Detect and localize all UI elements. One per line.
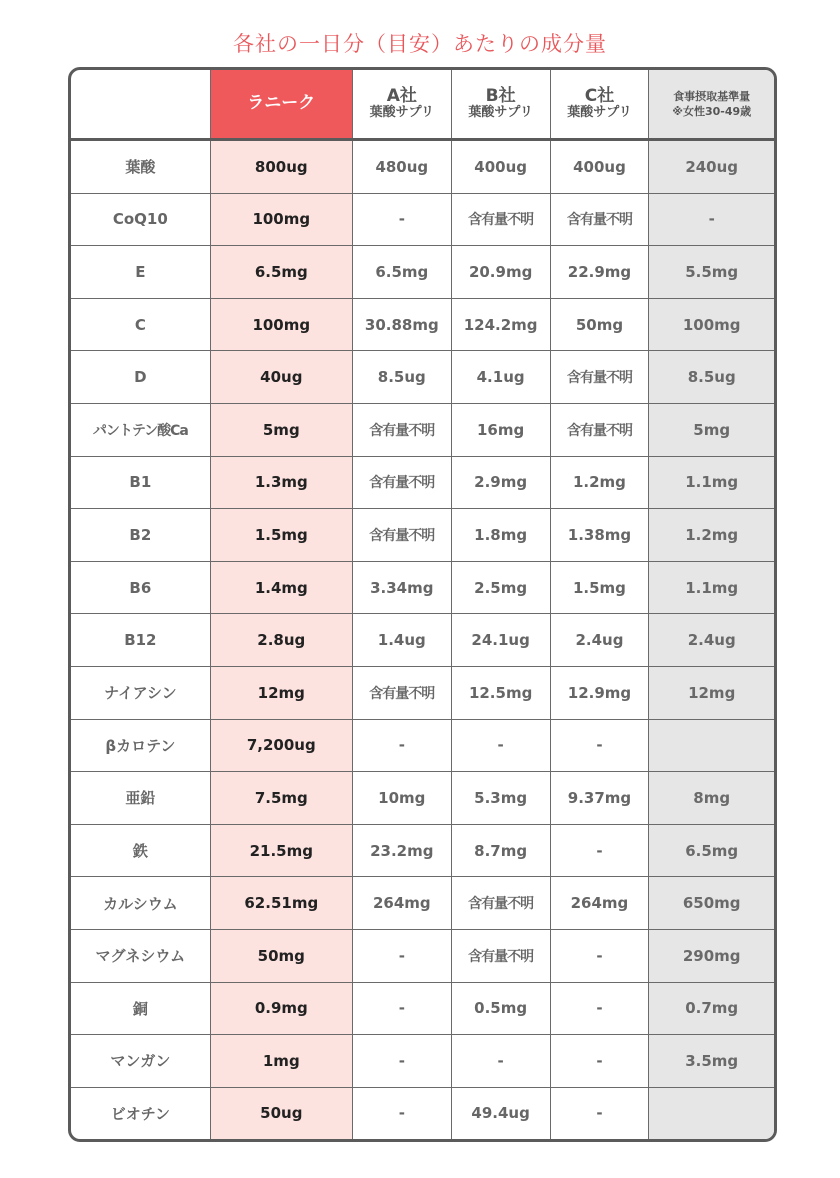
standard-value-cell: 1.1mg	[649, 561, 774, 614]
header-company-c	[550, 70, 649, 140]
standard-value-cell: 290mg	[649, 929, 774, 982]
table-body	[71, 140, 774, 1140]
company-b-value-cell: -	[451, 1035, 550, 1088]
company-c-value-cell: 含有量不明	[550, 193, 649, 246]
table-row	[71, 403, 774, 456]
company-c-value-cell: 22.9mg	[550, 246, 649, 299]
header-standard	[649, 70, 774, 140]
company-b-value-cell: 8.7mg	[451, 824, 550, 877]
nutrient-name-cell: 銅	[71, 982, 210, 1035]
company-c-value-cell: 1.5mg	[550, 561, 649, 614]
company-c-value-cell: 9.37mg	[550, 772, 649, 825]
company-a-value-cell: 含有量不明	[352, 456, 451, 509]
company-c-value-cell: -	[550, 1035, 649, 1088]
company-b-value-cell: 含有量不明	[451, 193, 550, 246]
brand-value-cell: 12mg	[210, 666, 352, 719]
table-row	[71, 772, 774, 825]
page-title: 各社の一日分（目安）あたりの成分量	[233, 32, 607, 56]
company-a-value-cell: 30.88mg	[352, 298, 451, 351]
company-a-value-cell: 264mg	[352, 877, 451, 930]
standard-value-cell: 8mg	[649, 772, 774, 825]
company-b-value-cell: 124.2mg	[451, 298, 550, 351]
table-row	[71, 929, 774, 982]
brand-value-cell: 7.5mg	[210, 772, 352, 825]
company-c-value-cell: -	[550, 929, 649, 982]
company-a-value-cell: 3.34mg	[352, 561, 451, 614]
header-row	[71, 70, 774, 140]
brand-value-cell: 40ug	[210, 351, 352, 404]
company-b-value-cell: 含有量不明	[451, 929, 550, 982]
standard-value-cell: 0.7mg	[649, 982, 774, 1035]
standard-value-cell: 1.2mg	[649, 509, 774, 562]
nutrient-name-cell: B6	[71, 561, 210, 614]
standard-value-cell: 5.5mg	[649, 246, 774, 299]
header-company-c-name: C社	[584, 85, 615, 106]
table-row	[71, 509, 774, 562]
nutrient-name-cell: D	[71, 351, 210, 404]
standard-value-cell: 6.5mg	[649, 824, 774, 877]
company-b-value-cell: 12.5mg	[451, 666, 550, 719]
company-c-value-cell: 1.38mg	[550, 509, 649, 562]
nutrient-name-cell: 葉酸	[71, 140, 210, 194]
standard-value-cell: 100mg	[649, 298, 774, 351]
company-a-value-cell: -	[352, 982, 451, 1035]
nutrient-name-cell: ビオチン	[71, 1087, 210, 1139]
company-a-value-cell: 23.2mg	[352, 824, 451, 877]
company-b-value-cell: -	[451, 719, 550, 772]
table-row	[71, 824, 774, 877]
company-c-value-cell: -	[550, 824, 649, 877]
table-row	[71, 140, 774, 194]
nutrient-name-cell: カルシウム	[71, 877, 210, 930]
brand-value-cell: 50ug	[210, 1087, 352, 1139]
company-a-value-cell: -	[352, 1035, 451, 1088]
company-b-value-cell: 400ug	[451, 140, 550, 194]
company-c-value-cell: -	[550, 719, 649, 772]
company-a-value-cell: 8.5ug	[352, 351, 451, 404]
company-b-value-cell: 0.5mg	[451, 982, 550, 1035]
table-row	[71, 193, 774, 246]
table-row	[71, 877, 774, 930]
company-c-value-cell: 含有量不明	[550, 403, 649, 456]
standard-value-cell: 3.5mg	[649, 1035, 774, 1088]
company-a-value-cell: -	[352, 193, 451, 246]
company-c-value-cell: 400ug	[550, 140, 649, 194]
brand-value-cell: 1mg	[210, 1035, 352, 1088]
standard-value-cell: 240ug	[649, 140, 774, 194]
table-row	[71, 351, 774, 404]
comparison-table	[68, 67, 777, 1142]
standard-value-cell	[649, 719, 774, 772]
header-standard-name: 食事摂取基準量	[673, 89, 751, 103]
standard-value-cell: 2.4ug	[649, 614, 774, 667]
table-row	[71, 1087, 774, 1139]
company-b-value-cell: 4.1ug	[451, 351, 550, 404]
company-a-value-cell: 480ug	[352, 140, 451, 194]
table-row	[71, 719, 774, 772]
nutrient-name-cell: βカロテン	[71, 719, 210, 772]
standard-value-cell: 1.1mg	[649, 456, 774, 509]
standard-value-cell: 12mg	[649, 666, 774, 719]
brand-value-cell: 7,200ug	[210, 719, 352, 772]
company-a-value-cell: -	[352, 719, 451, 772]
standard-value-cell: 8.5ug	[649, 351, 774, 404]
table-row	[71, 982, 774, 1035]
company-a-value-cell: 6.5mg	[352, 246, 451, 299]
header-company-a	[352, 70, 451, 140]
company-b-value-cell: 1.8mg	[451, 509, 550, 562]
company-b-value-cell: 24.1ug	[451, 614, 550, 667]
header-company-b	[451, 70, 550, 140]
table-row	[71, 456, 774, 509]
table-row	[71, 246, 774, 299]
table-row	[71, 666, 774, 719]
company-c-value-cell: 50mg	[550, 298, 649, 351]
table-row	[71, 561, 774, 614]
company-c-value-cell: 1.2mg	[550, 456, 649, 509]
brand-value-cell: 800ug	[210, 140, 352, 194]
header-company-c-sub: 葉酸サプリ	[567, 105, 632, 121]
nutrient-name-cell: マグネシウム	[71, 929, 210, 982]
company-a-value-cell: 含有量不明	[352, 666, 451, 719]
brand-value-cell: 0.9mg	[210, 982, 352, 1035]
brand-value-cell: 21.5mg	[210, 824, 352, 877]
company-c-value-cell: 2.4ug	[550, 614, 649, 667]
nutrient-name-cell: C	[71, 298, 210, 351]
company-b-value-cell: 49.4ug	[451, 1087, 550, 1139]
nutrient-name-cell: ナイアシン	[71, 666, 210, 719]
company-a-value-cell: 1.4ug	[352, 614, 451, 667]
header-company-b-sub: 葉酸サプリ	[468, 105, 533, 121]
nutrient-name-cell: E	[71, 246, 210, 299]
brand-value-cell: 62.51mg	[210, 877, 352, 930]
header-brand: ラニーク	[210, 70, 352, 140]
brand-value-cell: 100mg	[210, 193, 352, 246]
standard-value-cell	[649, 1087, 774, 1139]
brand-value-cell: 5mg	[210, 403, 352, 456]
brand-value-cell: 1.3mg	[210, 456, 352, 509]
brand-value-cell: 50mg	[210, 929, 352, 982]
nutrient-name-cell: パントテン酸Ca	[71, 403, 210, 456]
header-company-b-name: B社	[485, 85, 516, 106]
header-blank	[71, 70, 210, 140]
company-c-value-cell: 264mg	[550, 877, 649, 930]
company-c-value-cell: -	[550, 982, 649, 1035]
nutrient-name-cell: CoQ10	[71, 193, 210, 246]
company-a-value-cell: 含有量不明	[352, 403, 451, 456]
nutrient-name-cell: 鉄	[71, 824, 210, 877]
company-b-value-cell: 20.9mg	[451, 246, 550, 299]
nutrient-name-cell: B1	[71, 456, 210, 509]
company-a-value-cell: 含有量不明	[352, 509, 451, 562]
nutrient-name-cell: マンガン	[71, 1035, 210, 1088]
company-b-value-cell: 5.3mg	[451, 772, 550, 825]
company-b-value-cell: 含有量不明	[451, 877, 550, 930]
brand-value-cell: 6.5mg	[210, 246, 352, 299]
nutrient-name-cell: B2	[71, 509, 210, 562]
brand-value-cell: 2.8ug	[210, 614, 352, 667]
company-b-value-cell: 2.9mg	[451, 456, 550, 509]
table-row	[71, 1035, 774, 1088]
standard-value-cell: -	[649, 193, 774, 246]
header-company-a-sub: 葉酸サプリ	[369, 105, 435, 121]
brand-value-cell: 100mg	[210, 298, 352, 351]
brand-value-cell: 1.5mg	[210, 509, 352, 562]
nutrient-name-cell: B12	[71, 614, 210, 667]
table-row	[71, 298, 774, 351]
nutrient-name-cell: 亜鉛	[71, 772, 210, 825]
company-c-value-cell: 含有量不明	[550, 351, 649, 404]
company-a-value-cell: 10mg	[352, 772, 451, 825]
brand-value-cell: 1.4mg	[210, 561, 352, 614]
header-company-a-name: A社	[386, 85, 417, 106]
company-c-value-cell: 12.9mg	[550, 666, 649, 719]
standard-value-cell: 5mg	[649, 403, 774, 456]
company-b-value-cell: 2.5mg	[451, 561, 550, 614]
standard-value-cell: 650mg	[649, 877, 774, 930]
company-a-value-cell: -	[352, 1087, 451, 1139]
company-c-value-cell: -	[550, 1087, 649, 1139]
table-row	[71, 614, 774, 667]
company-b-value-cell: 16mg	[451, 403, 550, 456]
header-standard-sub: ※女性30-49歳	[672, 105, 752, 118]
company-a-value-cell: -	[352, 929, 451, 982]
